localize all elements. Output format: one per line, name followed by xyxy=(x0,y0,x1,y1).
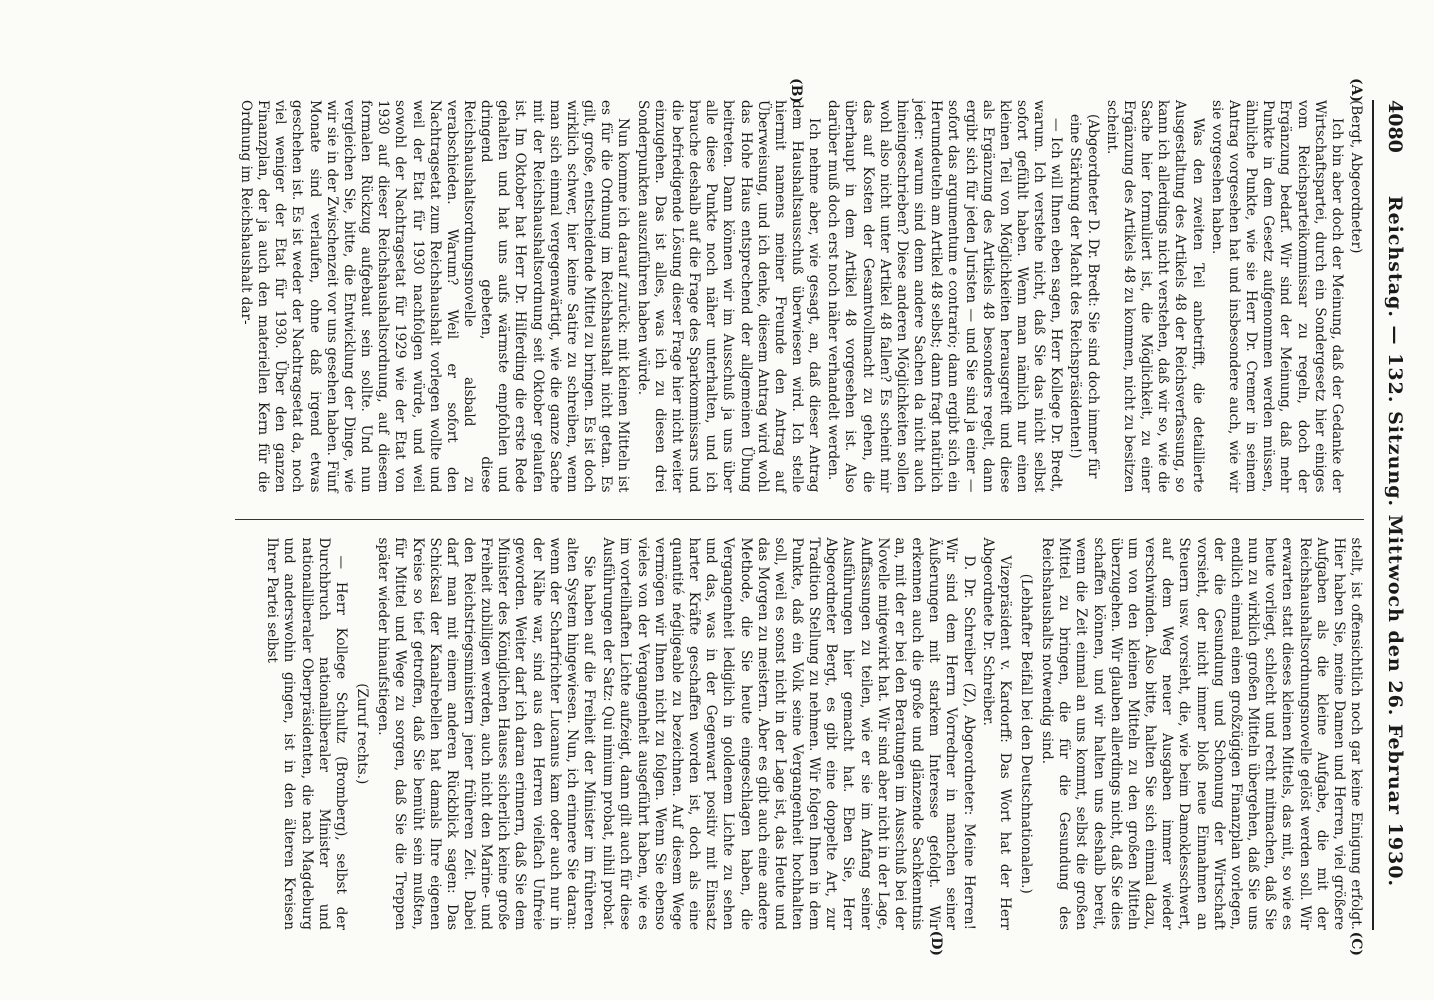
page-header xyxy=(1384,100,1406,930)
paragraph: Sie haben auf die Freiheit der Minister im früheren alten System hingewiesen. Nun, ich erinnere Sie daran: wenn der Scharfrichter Lucanus kam oder auch nur in der Nähe war, sind aus den Herren vielfach Unfreie geworden. Weiter darf ich daran erinnern, daß Sie dem Minister des Königlichen Hauses sicherlich keine große Freiheit zubilligen werden, auch nicht den Marine- und den Reichstriegsministern jener früheren Zeit. Dabei darf man mit einem anderen Rückblick sagen: Das Schicksal der Kanalrebellen hat damals Ihre eigenen Kreise so tief getroffen, daß Sie bemüht sein mußten, für Mittel und Wege zu sorgen, daß Sie die Treppen später wieder hinaufstiegen. xyxy=(375,537,598,930)
paragraph: — Ich will Ihnen eben sagen, Herr Kollege Dr. Bredt, warum. Ich verstehe nicht, daß Sie das nicht selbst sofort gefühlt haben. Wenn man nämlich nur einen kleinen Teil von Möglichkeiten herausgreift und diese als Ergänzung des Artikels 48 besonders regelt, dann ergibt sich für jeden Juristen — und Sie sind ja einer — sofort das argumentum e contrario; dann ergibt sich ein Herumdeuteln am Artikel 48 selbst; dann fragt natürlich jeder: warum sind denn andere Sachen da nicht auch hineingeschrieben? Diese anderen Möglichkeiten sollen wohl also nicht unter Artikel 48 fallen? Es scheint mir das auf Kosten der Gesamtvollmacht zu gehen, die überhaupt in dem Artikel 48 vorgesehen ist. Also darüber muß doch erst noch näher verhandelt werden. xyxy=(825,100,1065,493)
margin-letter-b: (B) xyxy=(788,78,804,104)
applause-note: (Lebhafter Beifall bei den Deutschnationalen.) xyxy=(1018,573,1035,894)
paragraph: Was den zweiten Teil anbetrifft, die detaillierte Ausgestaltung des Artikels 48 der Reichsverfassung, so kann ich allerdings nicht verstehen, daß wir so, wie die Sache hier formuliert ist, die Möglichkeit, zu einer Ergänzung des Artikels 48 zu kommen, nicht zu besitzen scheint. xyxy=(1103,100,1206,493)
paragraph: Ich nehme aber, wie gesagt, an, daß dieser Antrag dem Haushaltsausschuß überwiesen wird. Ich stelle hiermit namens meiner Freunde den Antrag auf Überweisung, und ich denke, diesem Antrag wird wohl das Hohe Haus entsprechend der allgemeinen Übung beitreten. Dann können wir im Ausschuß ja uns über alle diese Punkte noch näher unterhalten, und ich brauche deshalb auf die Frage des Sparkommissars und die befriedigende Lösung dieser Frage hier nicht weiter einzugehen. Das ist alles, was ich zu diesen drei Sonderpunkten auszuführen haben würde. xyxy=(634,100,823,493)
margin-letter-a: (A) xyxy=(1348,78,1364,103)
left-column xyxy=(235,78,1364,493)
paragraph: Nun komme ich darauf zurück: mit kleinen Mitteln ist es für die Ordnung im Reichshaushalt nicht getan. Es gilt, große, entscheidende Mittel zu bringen. Es ist doch wirklich schwer, hier keine Satire zu schreiben, wenn man sich einmal vergegenwärtigt, wie die ganze Sache mit der Reichshaushaltsordnung seit Oktober gelaufen ist. Im Oktober hat Herr Dr. Hilferding die erste Rede gehalten und hat uns aufs wärmste empfohlen und dringend gebeten, diese Reichshaushaltsordnungsnovelle alsbald zu verabschieden. Warum? Weil er sofort den Nachtragsetat zum Reichshaushalt vorlegen wollte und weil der Etat für 1930 nachfolgen würde, und weil sowohl der Nachtragsetat für 1929 wie der Etat von 1930 auf dieser Reichshaushaltsordnung, auf diesem formalen Rückzug aufgebaut sein sollte. Und nun vergleichen Sie, bitte, die Entwicklung der Dinge, wie wir sie in der Zwischenzeit vor uns gesehen haben. Fünf Monate sind verlaufen, ohne daß irgend etwas geschehen ist. Es ist weder der Nachtragsetat da, noch viel weniger der Etat für 1930. Über den ganzen Finanzplan, der ja auch den materiellen Kern für die Ordnung im Reichshaushalt dar- xyxy=(238,100,632,493)
page-title: Reichstag. — 132. Sitzung. Mittwoch den 26. Februar 1930. xyxy=(1384,195,1406,888)
paragraph: — Herr Kollege Schultz (Bromberg), selbst der Durchbruch nationalliberaler Minister und nationalliberaler Oberpräsidenten, die nach Magdeburg und anderswohin gingen, ist in den älteren Kreisen Ihrer Partei selbst xyxy=(264,537,349,930)
text-columns xyxy=(235,78,1364,956)
interjection: (Abgeordneter D. Dr. Bredt: Sie sind doch immer für eine Stärkung der Macht des Reichspräsidenten!) xyxy=(1067,114,1101,479)
margin-letter-c: (C) xyxy=(1348,931,1364,956)
speaker-line: (Bergt, Abgeordneter) xyxy=(1348,100,1364,254)
header-rule xyxy=(1373,100,1375,930)
right-column xyxy=(235,519,1364,956)
paragraph: Ich bin aber doch der Meinung, daß der Gedanke der Wirtschaftspartei, durch ein Sondergesetz hier einiges vom Reichsparteikommissar zu regeln, doch der Ergänzung bedarf. Wir sind der Meinung, daß mehr Punkte in dem Gesetz aufgenommen werden müssen, ähnliche Punkte, wie sie Herr Dr. Cremer in seinem Antrag vorgesehen hat und insbesondere auch, wie wir sie vorgesehen haben. xyxy=(1208,100,1345,493)
interjection: (Zuruf rechts.) xyxy=(354,683,371,785)
paragraph: stellt, ist offensichtlich noch gar keine Einigung erfolgt. Hier haben Sie, meine Damen und Herren, viel größere Aufgaben als die kleine Aufgabe, die mit der Reichshaushaltsordnungsnovelle gelöst werden soll. Wir erwarten statt dieses kleinen Mittels, das mit, so wie es heute vorliegt, schlecht und recht mitmachen, daß Sie nun zu wirklich großen Mitteln übergehen, daß Sie uns endlich einmal einen großzügigen Finanzplan vorlegen, der die Gesundung und Schonung der Wirtschaft vorsieht, der nicht immer bloß neue Einnahmen an Steuern usw. vorsieht, die, wie beim Damoklesschwert, auf dem Weg neuer Ausgaben immer wieder verschwinden. Also bitte, halten Sie sich einmal dazu, um von den kleinen Mitteln zu den großen Mitteln überzugehen. Wir glauben allerdings nicht, daß Sie dies schaffen können, und wir halten uns deshalb bereit, wenn die Zeit einmal an uns kommt, selbst die großen Mittel zu bringen, die für die Gesundung des Reichshaushalts notwendig sind. xyxy=(1039,537,1364,930)
presiding-remark: Vizepräsident v. Kardorff: Das Wort hat der Herr Abgeordnete Dr. Schreiber. xyxy=(979,537,1013,930)
paragraph: D. Dr. Schreiber (Z), Abgeordneter: Meine Herren! Wir sind dem Herrn Vorredner in manchen seiner Äußerungen mit starkem Interesse gefolgt. Wir erkennen auch die große und glänzende Sachkenntnis an, mit der er bei den Beratungen im Ausschuß bei der Novelle mitgewirkt hat. Wir sind aber nicht in der Lage, Auffassungen zu teilen, wie er sie im Anfang seiner Ausführungen hier gemacht hat. Eben Sie, Herr Abgeordneter Bergt, es gibt eine doppelte Art, zur Tradition Stellung zu nehmen. Wir folgen Ihnen in dem Punkte, daß ein Volk seine Vergangenheit hochhalten soll, weil es sonst nicht in der Lage ist, das Heute und das Morgen zu meistern. Aber es gibt auch eine andere Methode, die Sie heute eingeschlagen haben, die Vergangenheit lediglich in goldenem Lichte zu sehen und das, was in der Gegenwart positiv mit Einsatz harter Kräfte geschaffen worden ist, doch als eine quantité négligeable zu bezeichnen. Auf diesem Wege vermögen wir Ihnen nicht zu folgen. Wenn Sie ebenso vieles von der Vergangenheit ausgeführt haben, wie es im vorteilhaften Lichte aufzeigt, dann gilt auch für diese Ausführungen der Satz: Qui nimium probat, nihil probat. xyxy=(600,537,977,930)
margin-letter-d: (D) xyxy=(928,930,944,956)
page-number: 4080 xyxy=(1384,100,1406,153)
